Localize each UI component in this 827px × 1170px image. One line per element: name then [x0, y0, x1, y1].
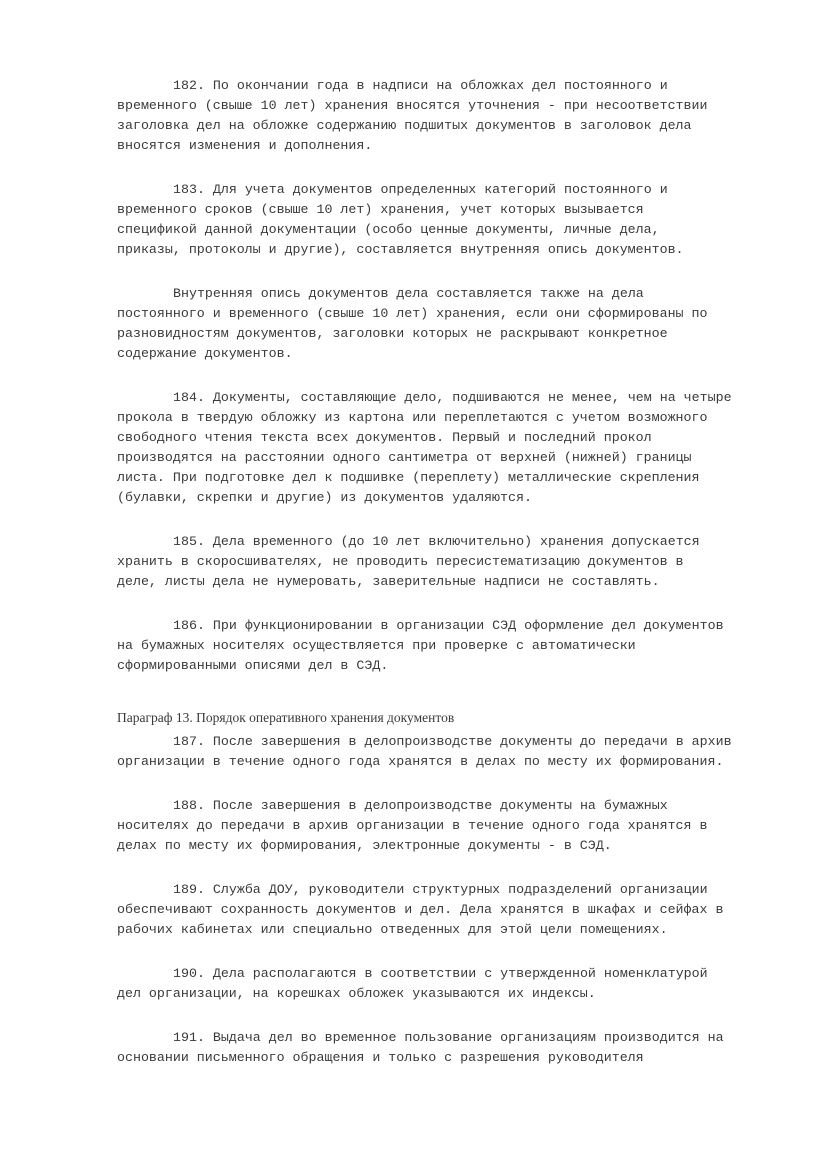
- paragraph-line: 185. Дела временного (до 10 лет включительно) хранения допускается: [173, 534, 700, 549]
- paragraph-line: постоянного и временного (свыше 10 лет) хранения, если они сформированы по: [117, 306, 708, 321]
- paragraph-p191: [117, 1028, 777, 1068]
- paragraph-line: 190. Дела располагаются в соответствии с утвержденной номенклатурой: [173, 966, 708, 981]
- paragraphs-before-section: [117, 76, 777, 676]
- paragraph-line: временного сроков (свыше 10 лет) хранения, учет которых вызывается: [117, 202, 644, 217]
- paragraph-line: делах по месту их формирования, электронные документы - в СЭД.: [117, 838, 612, 853]
- paragraph-line: обеспечивают сохранность документов и дел. Дела хранятся в шкафах и сейфах в: [117, 902, 724, 917]
- paragraph-line: 186. При функционировании в организации СЭД оформление дел документов: [173, 618, 724, 633]
- paragraph-line: Внутренняя опись документов дела составляется также на дела: [173, 286, 644, 301]
- paragraph-line: 182. По окончании года в надписи на обложках дел постоянного и: [173, 78, 668, 93]
- paragraph-line: 183. Для учета документов определенных категорий постоянного и: [173, 182, 668, 197]
- paragraph-p182: [117, 76, 777, 156]
- section-heading: Параграф 13. Порядок оперативного хранения документов: [117, 710, 455, 725]
- paragraph-line: содержание документов.: [117, 346, 293, 361]
- paragraph-line: временного (свыше 10 лет) хранения вносятся уточнения - при несоответствии: [117, 98, 708, 113]
- paragraph-line: организации в течение одного года хранятся в делах по месту их формирования.: [117, 754, 724, 769]
- document-page: [117, 76, 777, 1068]
- paragraph-line: 189. Служба ДОУ, руководители структурных подразделений организации: [173, 882, 708, 897]
- paragraph-line: носителях до передачи в архив организации в течение одного года хранятся в: [117, 818, 708, 833]
- paragraph-line: свободного чтения текста всех документов. Первый и последний прокол: [117, 430, 652, 445]
- paragraph-p187: [117, 732, 777, 772]
- paragraph-p183b: [117, 284, 777, 364]
- paragraph-line: прокола в твердую обложку из картона или переплетаются с учетом возможного: [117, 410, 708, 425]
- paragraph-p185: [117, 532, 777, 592]
- paragraph-p190: [117, 964, 777, 1004]
- paragraph-line: (булавки, скрепки и другие) из документов удаляются.: [117, 490, 532, 505]
- paragraph-line: сформированными описями дел в СЭД.: [117, 658, 389, 673]
- paragraphs-after-section: [117, 732, 777, 1068]
- paragraph-line: 188. После завершения в делопроизводстве документы на бумажных: [173, 798, 668, 813]
- paragraph-line: производятся на расстоянии одного сантиметра от верхней (нижней) границы: [117, 450, 692, 465]
- paragraph-line: вносятся изменения и дополнения.: [117, 138, 373, 153]
- paragraph-p188: [117, 796, 777, 856]
- paragraph-line: деле, листы дела не нумеровать, заверительные надписи не составлять.: [117, 574, 660, 589]
- paragraph-line: 187. После завершения в делопроизводстве документы до передачи в архив: [173, 734, 732, 749]
- paragraph-line: рабочих кабинетах или специально отведенных для этой цели помещениях.: [117, 922, 668, 937]
- paragraph-line: разновидностям документов, заголовки которых не раскрывают конкретное: [117, 326, 668, 341]
- paragraph-line: основании письменного обращения и только с разрешения руководителя: [117, 1050, 644, 1065]
- paragraph-line: на бумажных носителях осуществляется при проверке с автоматически: [117, 638, 636, 653]
- paragraph-line: заголовка дел на обложке содержанию подшитых документов в заголовок дела: [117, 118, 692, 133]
- paragraph-p189: [117, 880, 777, 940]
- paragraph-line: 191. Выдача дел во временное пользование организациям производится на: [173, 1030, 724, 1045]
- paragraph-line: 184. Документы, составляющие дело, подшиваются не менее, чем на четыре: [173, 390, 732, 405]
- paragraph-p183: [117, 180, 777, 260]
- paragraph-line: листа. При подготовке дел к подшивке (переплету) металлические скрепления: [117, 470, 700, 485]
- paragraph-line: хранить в скоросшивателях, не проводить пересистематизацию документов в: [117, 554, 684, 569]
- paragraph-line: приказы, протоколы и другие), составляется внутренняя опись документов.: [117, 242, 684, 257]
- paragraph-p184: [117, 388, 777, 508]
- paragraph-line: дел организации, на корешках обложек указываются их индексы.: [117, 986, 596, 1001]
- paragraph-p186: [117, 616, 777, 676]
- paragraph-line: спецификой данной документации (особо ценные документы, личные дела,: [117, 222, 660, 237]
